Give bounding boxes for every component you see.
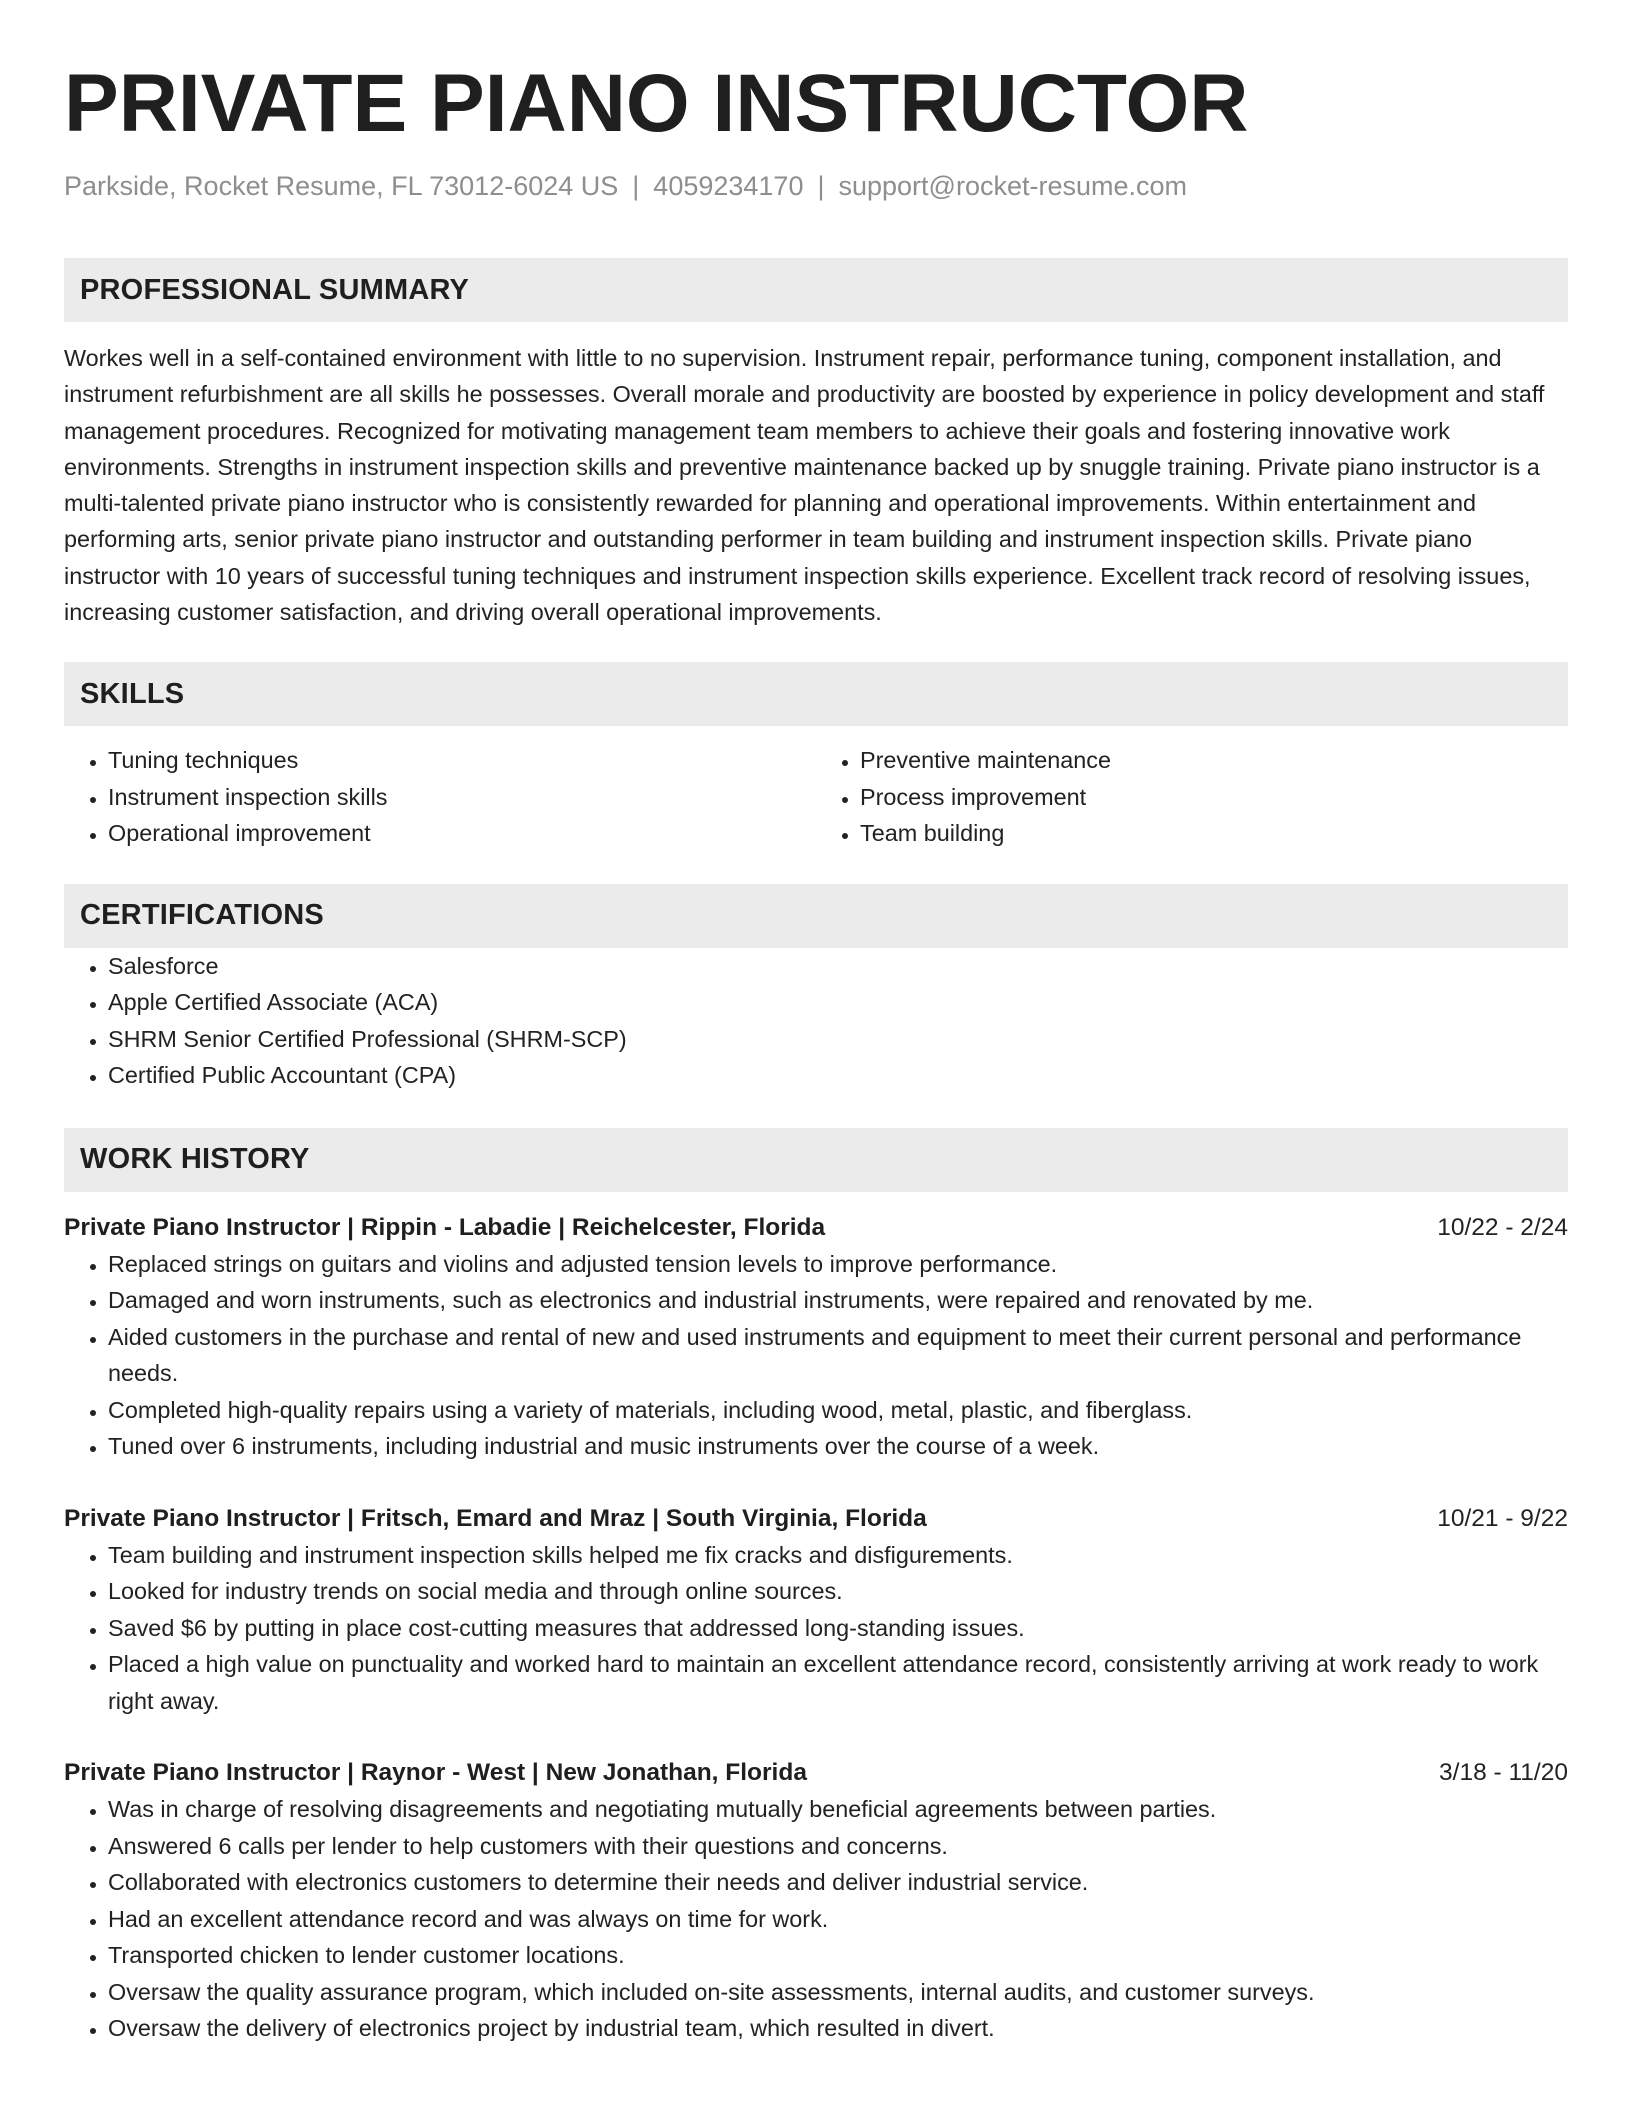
skill-item: • Process improvement <box>860 779 1568 816</box>
job-bullet: • Placed a high value on punctuality and worked hard to maintain an excellent attendance record, consistently arriving at work ready to work right away. <box>108 1646 1568 1719</box>
skills-list-right <box>816 742 1568 852</box>
contact-separator: | <box>817 171 825 201</box>
job-bullets <box>64 1537 1568 1720</box>
job-bullet: • Oversaw the delivery of electronics project by industrial team, which resulted in divert. <box>108 2010 1568 2047</box>
section-header-work-history: WORK HISTORY <box>64 1128 1568 1192</box>
certification-item: • Apple Certified Associate (ACA) <box>108 984 1568 1021</box>
job-header <box>64 1755 1568 1791</box>
job-bullet: • Looked for industry trends on social media and through online sources. <box>108 1573 1568 1610</box>
job-bullet: • Replaced strings on guitars and violins and adjusted tension levels to improve performance. <box>108 1246 1568 1283</box>
skills-list-left <box>64 742 816 852</box>
job-bullet: • Saved $6 by putting in place cost-cutting measures that addressed long-standing issues. <box>108 1610 1568 1647</box>
certification-item: • Certified Public Accountant (CPA) <box>108 1057 1568 1094</box>
job-bullets <box>64 1246 1568 1465</box>
skill-item: • Tuning techniques <box>108 742 816 779</box>
job-bullet: • Aided customers in the purchase and rental of new and used instruments and equipment to meet their current personal and performance needs. <box>108 1319 1568 1392</box>
certification-item: • SHRM Senior Certified Professional (SHRM-SCP) <box>108 1021 1568 1058</box>
job-dates: 3/18 - 11/20 <box>1439 1759 1568 1787</box>
section-header-skills: SKILLS <box>64 662 1568 726</box>
job-bullet: • Transported chicken to lender customer locations. <box>108 1937 1568 1974</box>
job-bullet: • Tuned over 6 instruments, including industrial and music instruments over the course of a week. <box>108 1428 1568 1465</box>
job-bullet: • Oversaw the quality assurance program, which included on-site assessments, internal audits, and customer surveys. <box>108 1974 1568 2011</box>
job-dates: 10/21 - 9/22 <box>1437 1504 1568 1532</box>
job-bullet: • Was in charge of resolving disagreements and negotiating mutually beneficial agreements between parties. <box>108 1791 1568 1828</box>
skill-item: • Preventive maintenance <box>860 742 1568 779</box>
job-bullet: • Answered 6 calls per lender to help customers with their questions and concerns. <box>108 1828 1568 1865</box>
contact-separator: | <box>632 171 640 201</box>
job-entry <box>64 1210 1568 1465</box>
contact-email: support@rocket-resume.com <box>838 171 1188 201</box>
job-bullet: • Team building and instrument inspection skills helped me fix cracks and disfigurements. <box>108 1537 1568 1574</box>
contact-line <box>64 168 1568 204</box>
skill-item: • Operational improvement <box>108 815 816 852</box>
job-header <box>64 1501 1568 1537</box>
certification-item: • Salesforce <box>108 948 1568 985</box>
skills-grid <box>64 742 1568 852</box>
contact-address: Parkside, Rocket Resume, FL 73012-6024 US <box>64 171 619 201</box>
contact-phone: 4059234170 <box>653 171 804 201</box>
certifications-list <box>64 948 1568 1094</box>
job-header <box>64 1210 1568 1246</box>
skill-item: • Team building <box>860 815 1568 852</box>
job-title: Private Piano Instructor | Fritsch, Emard and Mraz | South Virginia, Florida <box>64 1504 927 1532</box>
job-title: Private Piano Instructor | Rippin - Labadie | Reichelcester, Florida <box>64 1213 826 1241</box>
job-entry <box>64 1501 1568 1720</box>
job-bullet: • Had an excellent attendance record and was always on time for work. <box>108 1901 1568 1938</box>
job-bullets <box>64 1791 1568 2047</box>
job-title: Private Piano Instructor | Raynor - West | New Jonathan, Florida <box>64 1759 807 1787</box>
job-bullet: • Completed high-quality repairs using a variety of materials, including wood, metal, plastic, and fiberglass. <box>108 1392 1568 1429</box>
summary-text: Workes well in a self-contained environment with little to no supervision. Instrument repair, performance tuning, component installation, and instrument refurbishment are all skills he possesses. Overall morale and productivity are boosted by experience in policy development and staff management procedures. Recognized for motivating management team members to achieve their goals and fostering innovative work environments. Strengths in instrument inspection skills and preventive maintenance backed up by snuggle training. Private piano instructor is a multi-talented private piano instructor who is consistently rewarded for planning and operational improvements. Within entertainment and performing arts, senior private piano instructor and outstanding performer in team building and instrument inspection skills. Private piano instructor with 10 years of successful tuning techniques and instrument inspection skills experience. Excellent track record of resolving issues, increasing customer satisfaction, and driving overall operational improvements. <box>64 345 1545 626</box>
job-bullet: • Damaged and worn instruments, such as electronics and industrial instruments, were repaired and renovated by me. <box>108 1282 1568 1319</box>
job-bullet: • Collaborated with electronics customers to determine their needs and deliver industrial service. <box>108 1864 1568 1901</box>
section-header-certifications: CERTIFICATIONS <box>64 884 1568 948</box>
job-dates: 10/22 - 2/24 <box>1437 1213 1568 1241</box>
job-entry <box>64 1755 1568 2047</box>
skill-item: • Instrument inspection skills <box>108 779 816 816</box>
resume-name: PRIVATE PIANO INSTRUCTOR <box>64 58 1249 149</box>
section-header-summary: PROFESSIONAL SUMMARY <box>64 258 1568 322</box>
